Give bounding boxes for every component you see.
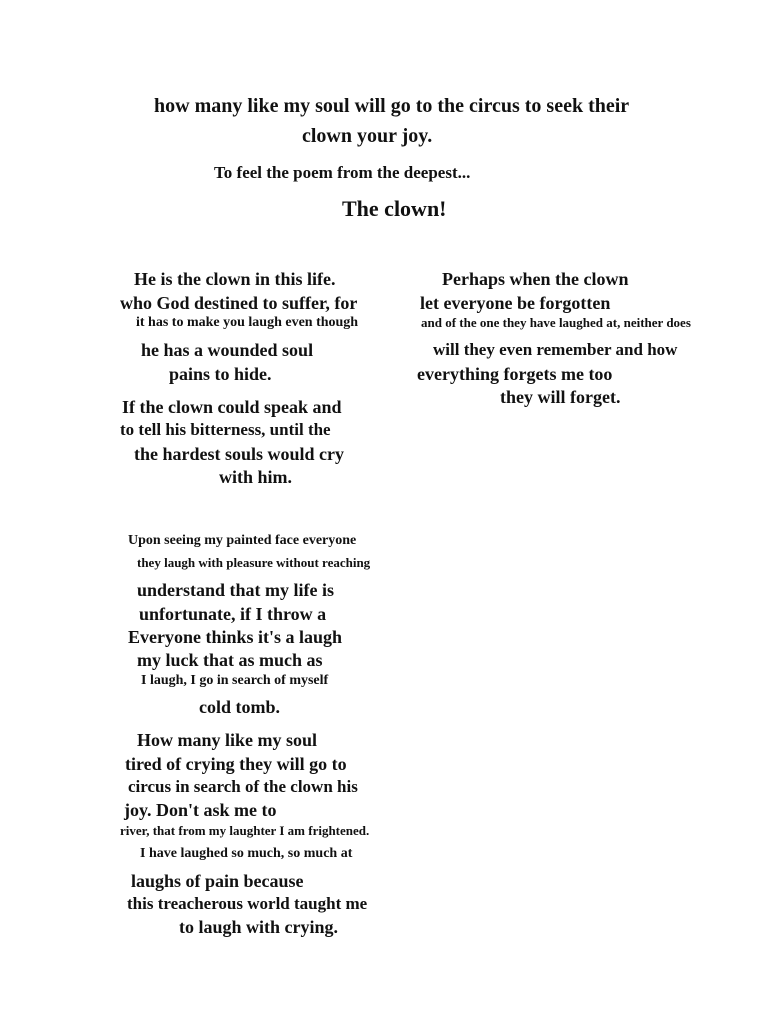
poem-line: I laugh, I go in search of myself: [141, 673, 329, 688]
poem-line: the hardest souls would cry: [134, 444, 345, 464]
poem-line: If the clown could speak and: [122, 397, 342, 417]
poem-line: I have laughed so much, so much at: [140, 846, 353, 861]
poem-line: everything forgets me too: [417, 364, 613, 384]
poem-line: tired of crying they will go to: [125, 754, 347, 774]
poem-title: The clown!: [342, 196, 447, 221]
poem-line: he has a wounded soul: [141, 340, 314, 360]
poem-line: cold tomb.: [199, 697, 280, 717]
poem-line: my luck that as much as: [137, 650, 323, 670]
subtitle: To feel the poem from the deepest...: [214, 163, 471, 182]
poem-line: Perhaps when the clown: [442, 269, 629, 289]
poem-line: this treacherous world taught me: [127, 894, 368, 913]
poem-line: and of the one they have laughed at, neither does: [421, 315, 691, 330]
poem-line: Upon seeing my painted face everyone: [128, 533, 357, 548]
poem-line: it has to make you laugh even though: [136, 315, 359, 330]
poem-line: unfortunate, if I throw a: [139, 604, 327, 624]
intro-line-2: clown your joy.: [302, 125, 433, 147]
poem-line: will they even remember and how: [433, 340, 678, 359]
poem-line: river, that from my laughter I am frightened.: [120, 823, 370, 838]
poem-line: understand that my life is: [137, 580, 335, 600]
poem-line: joy. Don't ask me to: [124, 800, 277, 820]
poem-line: How many like my soul: [137, 730, 318, 750]
poem-line: to laugh with crying.: [179, 917, 339, 937]
poem-line: who God destined to suffer, for: [120, 293, 358, 313]
intro-line-1: how many like my soul will go to the circus to seek their: [154, 95, 630, 117]
poem-line: Everyone thinks it's a laugh: [128, 627, 343, 647]
poem-line: laughs of pain because: [131, 871, 304, 891]
poem-line: they will forget.: [500, 387, 621, 407]
poem-line: they laugh with pleasure without reaching: [137, 555, 371, 570]
poem-line: to tell his bitterness, until the: [120, 420, 331, 439]
poem-line: circus in search of the clown his: [128, 777, 358, 796]
poem-line: let everyone be forgotten: [420, 293, 611, 313]
poem-line: with him.: [219, 467, 293, 487]
poem-line: He is the clown in this life.: [134, 269, 336, 289]
poem-line: pains to hide.: [169, 364, 272, 384]
